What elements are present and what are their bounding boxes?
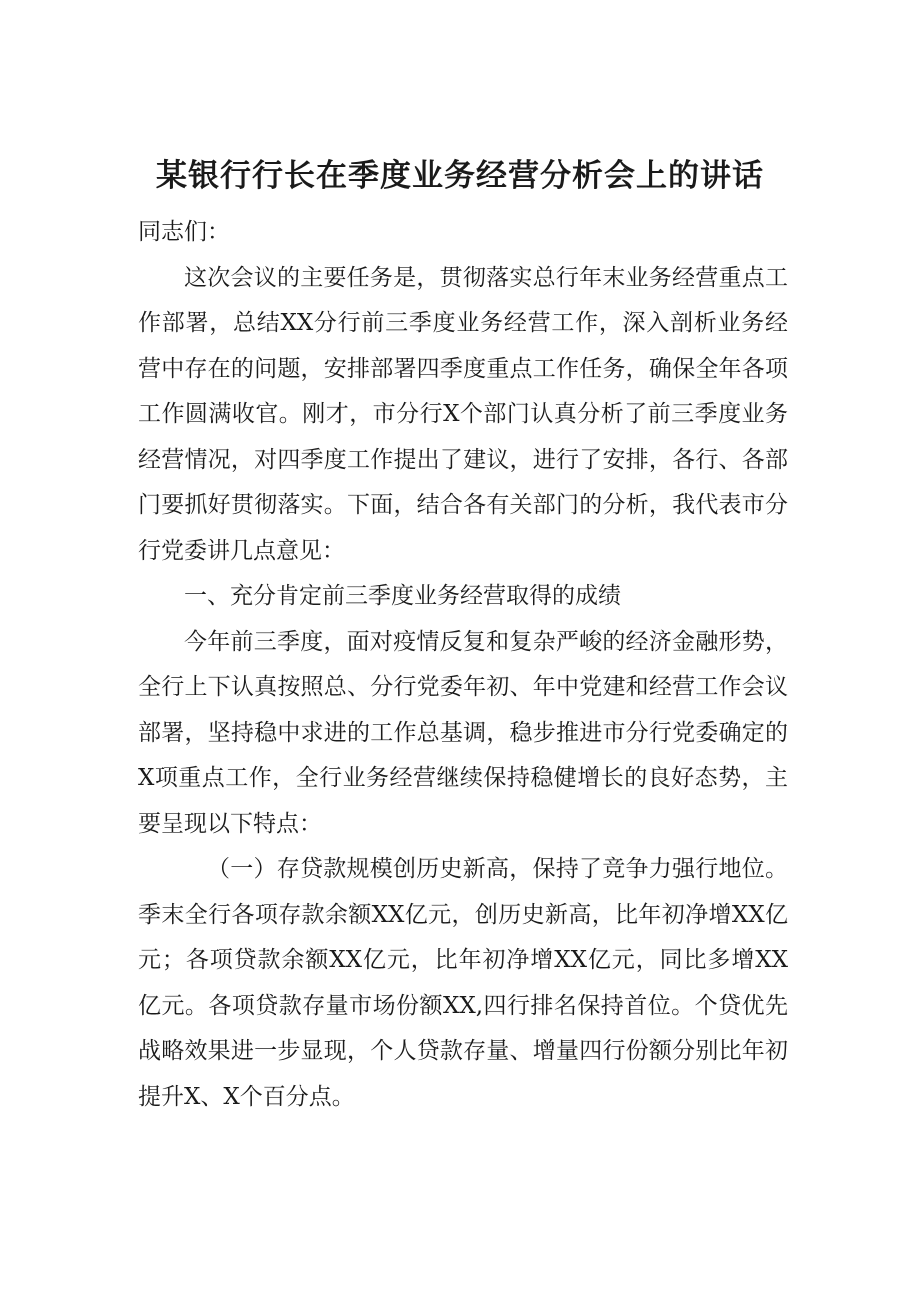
document-body [138, 210, 788, 1120]
salutation: 同志们： [138, 219, 230, 245]
document-title: 某银行行长在季度业务经营分析会上的讲话 [156, 158, 764, 194]
section-1-paragraph: 今年前三季度，面对疫情反复和复杂严峻的经济金融形势，全行上下认真按照总、分行党委年初、年中党建和经营工作会议部署，坚持稳中求进的工作总基调，稳步推进市分行党委确定的X项重点工作，全行业务经营继续保持稳健增长的良好态势，主要呈现以下特点： [138, 628, 788, 837]
subsection-1-paragraph: （一）存贷款规模创历史新高，保持了竞争力强行地位。季末全行各项存款余额XX亿元，创历史新高，比年初净增XX亿元；各项贷款余额XX亿元，比年初净增XX亿元，同比多增XX亿元。各项贷款存量市场份额XX,四行排名保持首位。个贷优先战略效果进一步显现，个人贷款存量、增量四行份额分别比年初提升X、X个百分点。 [138, 856, 788, 1110]
section-heading-1: 一、充分肯定前三季度业务经营取得的成绩 [184, 583, 621, 609]
intro-paragraph: 这次会议的主要任务是，贯彻落实总行年末业务经营重点工作部署，总结XX分行前三季度业务经营工作，深入剖析业务经营中存在的问题，安排部署四季度重点工作任务，确保全年各项工作圆满收官。刚才，市分行X个部门认真分析了前三季度业务经营情况，对四季度工作提出了建议，进行了安排，各行、各部门要抓好贯彻落实。下面，结合各有关部门的分析，我代表市分行党委讲几点意见： [138, 264, 788, 564]
